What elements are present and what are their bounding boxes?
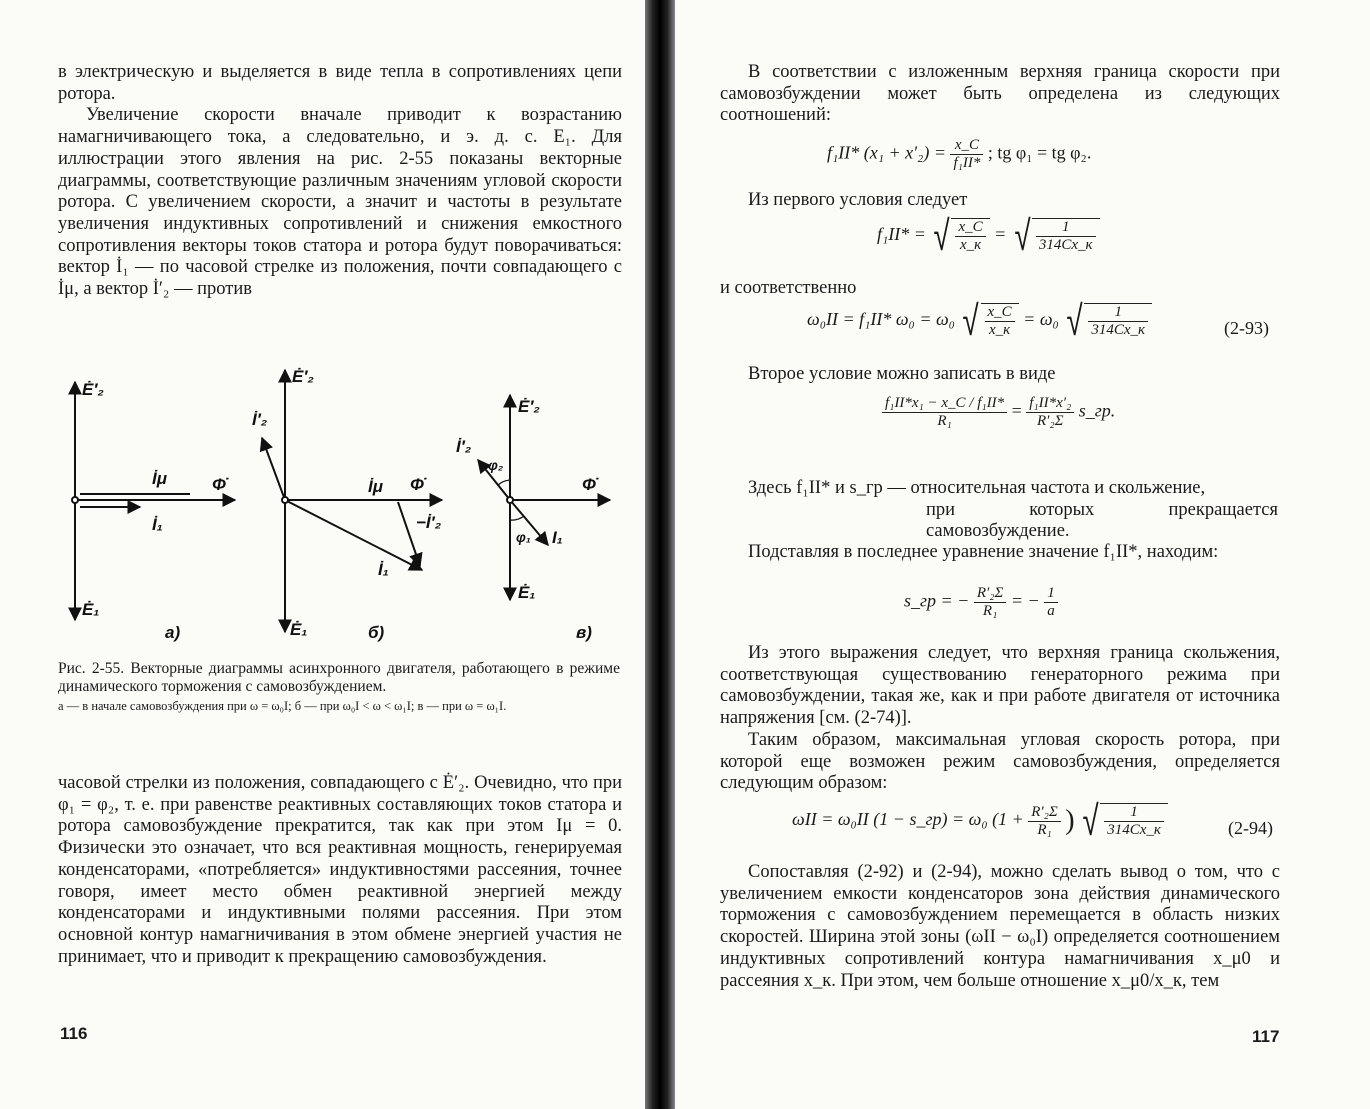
paragraph: Из первого условия следует [748, 190, 968, 210]
caption-sub: а — в начале самовозбуждения при ω = ω₀I; б — при ω₀I < ω < ω₁I; в — при ω = ω₁I. [58, 699, 507, 713]
label-i2-c: İ′₂ [456, 437, 472, 456]
label-a: а) [165, 623, 181, 642]
paragraph: Из этого выражения следует, что верхняя граница скольжения, соответствующая существованию генераторного режима при самовозбуждении, такая же, как и при работе двигателя от источника напряжения [см. (2-74)]. [720, 643, 1280, 729]
paragraph: Здесь f₁II* и s_гр — относительная частота и скольжение, при которых прекращается самовозбуждение. [748, 478, 1278, 542]
paragraph: Увеличение скорости вначале приводит к возрастанию намагничивающего тока, а следовательно, и э. д. с. E₁. Для иллюстрации этого явления на рис. 2-55 показаны векторные диаграммы, соответствующие различным значениям угловой скорости ротора. С увеличением скорости, а значит и частоты в результате увеличения индуктивных сопротивлений и снижения емкостного сопротивления векторы токов статора и ротора будут поворачиваться: вектор İ₁ — по часовой стрелке из положения, почти совпадающего с İμ, а вектор İ′₂ — против [58, 105, 622, 300]
paragraph: и соответственно [720, 278, 857, 298]
paragraph: В соответствии с изложенным верхняя граница скорости при самовозбуждении может быть определена из следующих соотношений: [720, 62, 1280, 126]
page-number: 116 [60, 1024, 88, 1043]
paragraph: Второе условие можно записать в виде [748, 364, 1056, 384]
label-phi-c: Φ̇ [582, 475, 596, 494]
equation-number: (2-93) [1224, 318, 1269, 338]
label-phi2-c: φ₂ [488, 457, 504, 473]
label-imu-b: İμ [368, 477, 383, 496]
paragraph: Сопоставляя (2-92) и (2-94), можно сделать вывод о том, что с увеличением емкости конденсаторов зона действия динамического торможения с самовозбуждением перемещается в область низких скоростей. Ширина этой зоны (ωII − ω₀I) определяется соотношением индуктивных сопротивлений контура намагничивания x_μ0 и рассеяния x_к. При этом, чем больше отношение x_μ0/x_к, тем [720, 862, 1280, 991]
diagram-b [262, 370, 442, 632]
vector-i2-b [262, 438, 285, 500]
vector-minus-i2-b [398, 502, 420, 566]
figure-2-55 [40, 360, 630, 650]
equation-3: ω₀II = f₁II* ω₀ = ω₀ √ $\frac{x\_C}{x\_к}$ = ω₀ √ $\frac{1}{314Cx\_к}$ [807, 300, 1152, 342]
figure-caption [58, 660, 620, 715]
label-e1-b: Ė₁ [290, 620, 308, 639]
left-text-top [58, 62, 622, 301]
label-c: в) [576, 623, 592, 642]
caption-main: Рис. 2-55. Векторные диаграммы асинхронного двигателя, работающего в режиме динамического торможения с самовозбуждением. [58, 660, 620, 695]
label-i1-b: İ₁ [378, 560, 389, 579]
equation-4: $\frac{\text{f₁II*x₁ − x\_C / f₁II*}}{\text{R₁}}$ = $\frac{\text{f₁II*x′₂}}{\text{R′₂Σ}}$ s_гр. [882, 395, 1115, 430]
label-e2-a: Ė′₂ [82, 380, 104, 399]
equation-6: ωII = ω₀II (1 − s_гр) = ω₀ (1 + $\frac{\text{R′₂Σ}}{\text{R₁}}$ ) √ $\frac{1}{314Cx\_к}$ [792, 800, 1168, 842]
equation-number: (2-94) [1228, 818, 1273, 838]
label-e1-c: Ė₁ [518, 583, 536, 602]
label-i1-a: İ₁ [152, 515, 163, 534]
equation-2: f₁II* = √ $\frac{x\_C}{x\_к}$ = √ $\frac{1}{314Cx\_к}$ [877, 215, 1100, 257]
label-e1-a: Ė₁ [82, 600, 100, 619]
label-minus-i2-b: −İ′₂ [416, 513, 442, 532]
page-number: 117 [1252, 1027, 1280, 1046]
label-i1c-c: I₁ [552, 528, 563, 547]
diagram-c [478, 395, 610, 600]
angle-phi2 [498, 480, 510, 485]
diagram-a [72, 382, 235, 620]
label-phi-a: Φ̇ [212, 475, 226, 494]
equation-1: f₁II* (x₁ + x′₂) = $\frac{x\_C}{\text{f₁II*}}$ ; tg φ₁ = tg φ₂. [827, 137, 1092, 171]
paragraph: Таким образом, максимальная угловая скорость ротора, при которой еще возможен режим самовозбуждения, определяется следующим образом: [720, 730, 1280, 794]
label-phi1-c: φ₁ [516, 529, 531, 545]
angle-phi1 [510, 516, 524, 520]
label-e2-c: Ė′₂ [518, 397, 540, 416]
left-page [0, 0, 648, 1109]
label-e2-b: Ė′₂ [292, 367, 314, 386]
paragraph: Подставляя в последнее уравнение значение f₁II*, находим: [748, 542, 1219, 562]
right-page [672, 0, 1370, 1109]
equation-5: s_гр = − $\frac{\text{R′₂Σ}}{\text{R₁}}$ = − $\frac{1}{a}$ [904, 585, 1058, 620]
label-phi-b: Φ̇ [410, 475, 424, 494]
label-i2-b: İ′₂ [252, 410, 268, 429]
paragraph: часовой стрелки из положения, совпадающего с Ė′₂. Очевидно, что при φ₁ = φ₂, т. е. при равенстве реактивных составляющих токов статора и ротора самовозбуждение прекратится, так как при этом Iμ = 0. Физически это означает, что вся реактивная мощность, генерируемая конденсаторами, «потребляется» индуктивностями рассеяния, точнее говоря, имеет место обмен реактивной энергией между конденсаторами и индуктивными полями рассеяния. При этом основной контур намагничивания в этом обмене энергией участия не принимает, что и приводит к прекращению самовозбуждения. [58, 773, 622, 967]
book-spine [645, 0, 675, 1109]
paragraph: в электрическую и выделяется в виде тепла в сопротивлениях цепи ротора. [58, 62, 622, 104]
label-b: б) [368, 623, 385, 642]
label-imu-a: İμ [152, 469, 167, 488]
left-text-bottom [58, 773, 622, 968]
